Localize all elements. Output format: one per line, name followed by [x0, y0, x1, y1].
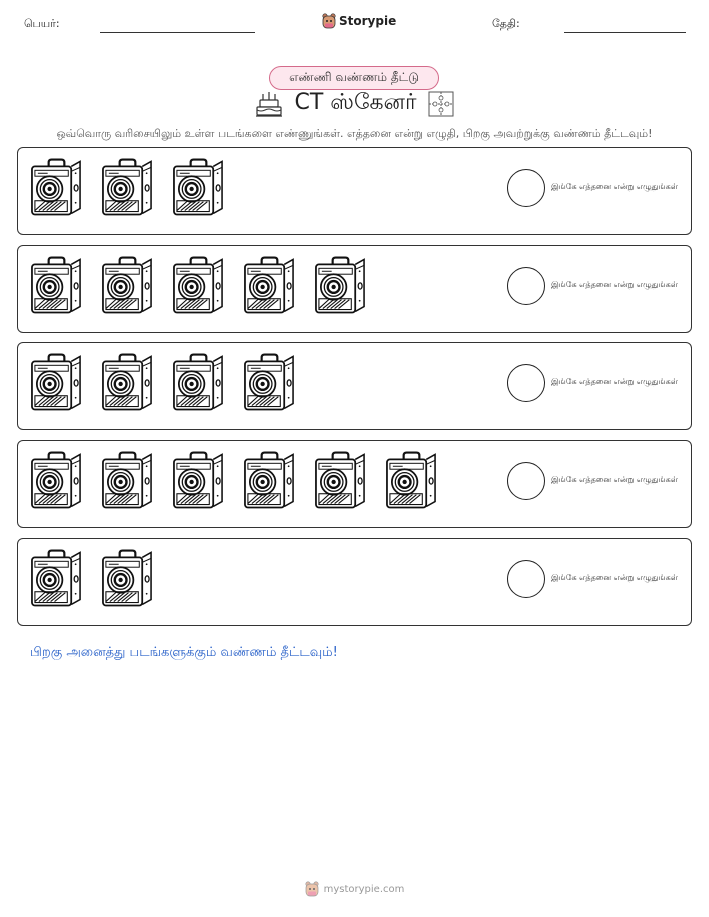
- puzzle-icon: [428, 91, 454, 117]
- brand-name: Storypie: [339, 14, 397, 28]
- ct-scanner-icon: [101, 450, 154, 510]
- ct-scanner-icon: [243, 450, 296, 510]
- picture-group: [30, 157, 225, 217]
- ct-scanner-icon: [172, 352, 225, 412]
- footer-note: பிறகு அனைத்து படங்களுக்கும் வண்ணம் தீட்டவும்!: [30, 645, 338, 660]
- ct-scanner-icon: [243, 255, 296, 315]
- answer-label: இங்கே எத்தனை என்று எழுதுங்கள்: [551, 280, 678, 289]
- ct-scanner-icon: [30, 352, 83, 412]
- site-footer: [0, 881, 709, 897]
- page-title: CT ஸ்கேனர்: [294, 90, 417, 115]
- answer-circle[interactable]: [507, 364, 545, 402]
- ct-scanner-icon: [243, 352, 296, 412]
- picture-group: [30, 352, 296, 412]
- date-line[interactable]: [564, 32, 686, 33]
- answer-label: இங்கே எத்தனை என்று எழுதுங்கள்: [551, 573, 678, 582]
- answer-label: இங்கே எத்தனை என்று எழுதுங்கள்: [551, 377, 678, 386]
- ct-scanner-icon: [101, 548, 154, 608]
- answer-circle[interactable]: [507, 267, 545, 305]
- brand: [322, 13, 396, 29]
- answer-circle[interactable]: [507, 169, 545, 207]
- cake-icon: [255, 90, 283, 118]
- counting-row: [17, 245, 692, 333]
- name-label: பெயர்:: [24, 17, 60, 30]
- picture-group: [30, 450, 438, 510]
- ct-scanner-icon: [172, 255, 225, 315]
- picture-group: [30, 255, 367, 315]
- ct-scanner-icon: [101, 255, 154, 315]
- answer-circle[interactable]: [507, 462, 545, 500]
- storypie-logo-icon: [322, 13, 336, 29]
- activity-badge: எண்ணி வண்ணம் தீட்டு: [269, 66, 439, 90]
- ct-scanner-icon: [101, 352, 154, 412]
- ct-scanner-icon: [30, 255, 83, 315]
- title-row: [0, 90, 709, 118]
- picture-group: [30, 548, 154, 608]
- ct-scanner-icon: [30, 548, 83, 608]
- ct-scanner-icon: [172, 450, 225, 510]
- counting-row: [17, 342, 692, 430]
- ct-scanner-icon: [385, 450, 438, 510]
- answer-circle[interactable]: [507, 560, 545, 598]
- counting-row: [17, 440, 692, 528]
- ct-scanner-icon: [30, 157, 83, 217]
- ct-scanner-icon: [101, 157, 154, 217]
- ct-scanner-icon: [172, 157, 225, 217]
- ct-scanner-icon: [30, 450, 83, 510]
- instructions: ஒவ்வொரு வரிசையிலும் உள்ள படங்களை எண்ணுங்கள். எத்தனை என்று எழுதி, பிறகு அவற்றுக்கு வண்ணம் தீட்டவும்!: [56, 127, 653, 140]
- ct-scanner-icon: [314, 450, 367, 510]
- counting-row: [17, 538, 692, 626]
- counting-row: [17, 147, 692, 235]
- name-line[interactable]: [100, 32, 255, 33]
- date-label: தேதி:: [492, 17, 520, 30]
- storypie-logo-icon: [305, 881, 319, 897]
- answer-label: இங்கே எத்தனை என்று எழுதுங்கள்: [551, 182, 678, 191]
- answer-label: இங்கே எத்தனை என்று எழுதுங்கள்: [551, 475, 678, 484]
- ct-scanner-icon: [314, 255, 367, 315]
- site-url[interactable]: mystorypie.com: [323, 883, 405, 895]
